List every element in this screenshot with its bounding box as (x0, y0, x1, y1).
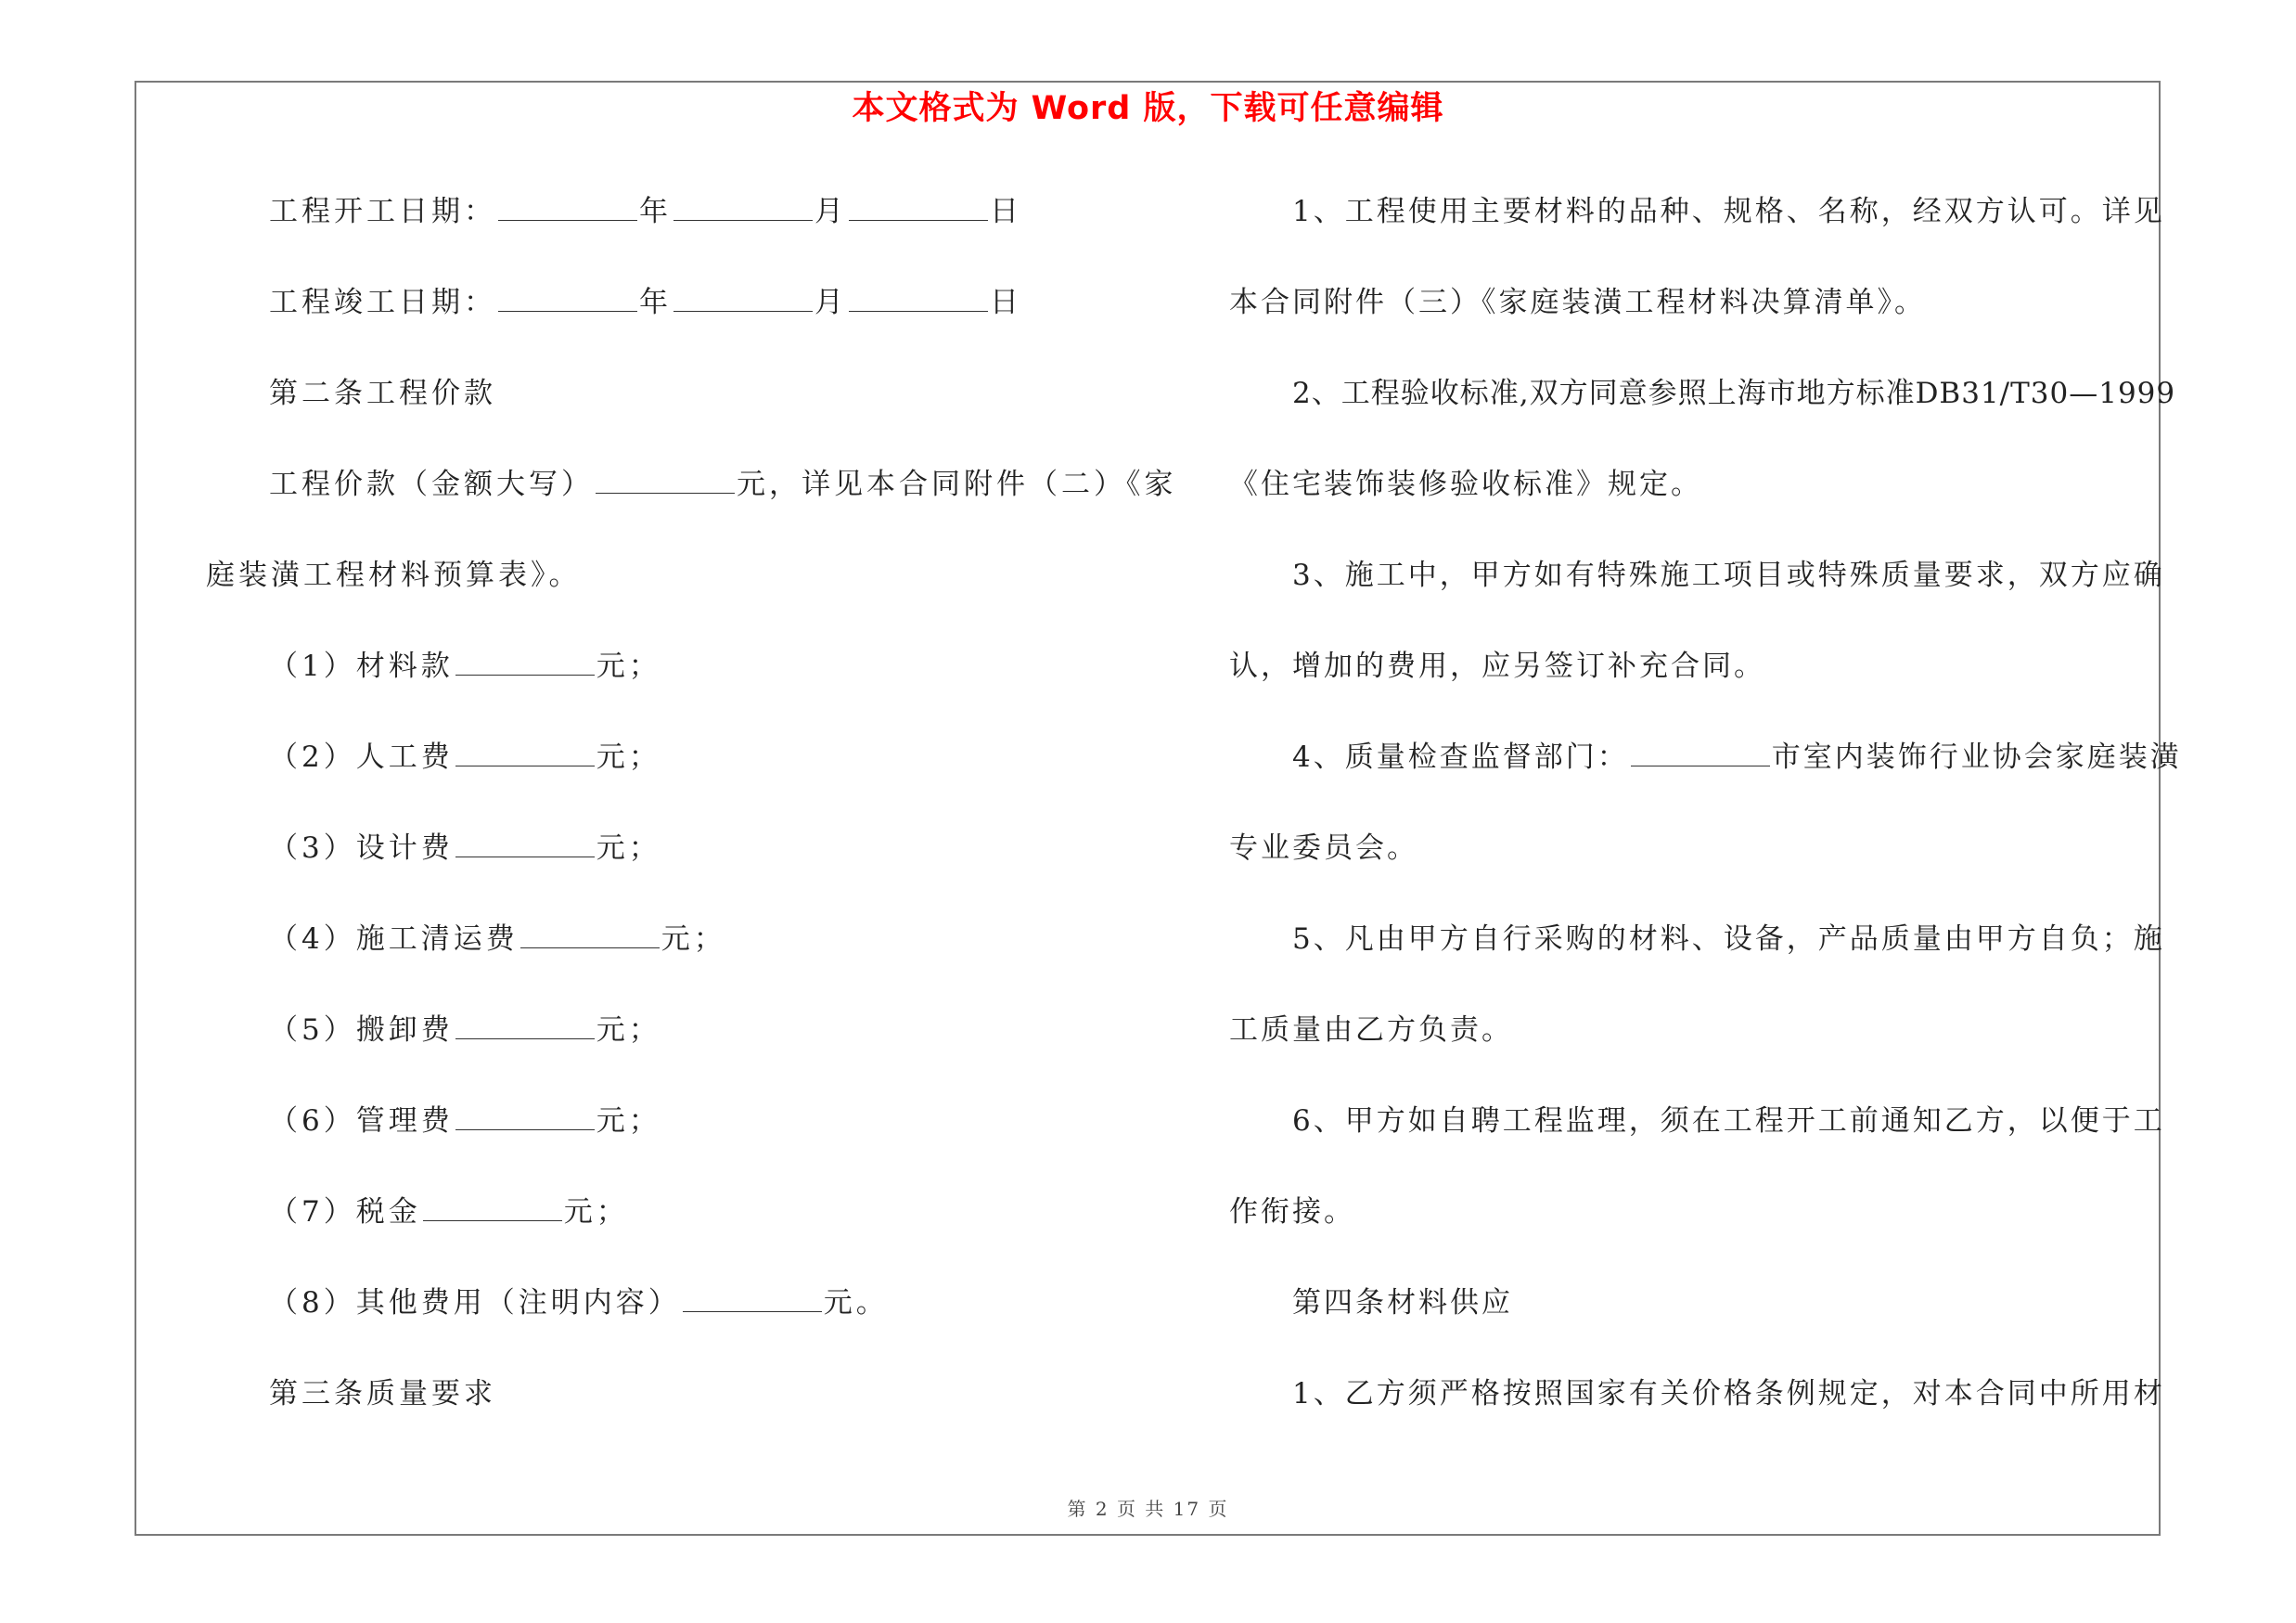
blank-field[interactable] (1631, 738, 1770, 766)
fee-item (269, 828, 661, 869)
year-label: 年 (639, 286, 672, 319)
blank-field[interactable] (520, 920, 660, 948)
fee-item-suffix: 元； (596, 1104, 661, 1138)
blank-field[interactable] (673, 283, 813, 312)
right-paragraph-line: 专业委员会。 (1229, 831, 1418, 865)
fee-item-label: （6）管理费 (269, 1104, 454, 1138)
fee-item-suffix: 元； (596, 831, 661, 865)
right-paragraph-line: 1、工程使用主要材料的品种、规格、名称，经双方认可。详见 (1292, 195, 2165, 228)
blank-field[interactable] (596, 465, 735, 494)
end-date-line (269, 282, 1022, 323)
page-number: 第 2 页 共 17 页 (1067, 1498, 1229, 1520)
blank-field[interactable] (849, 283, 988, 312)
month-label: 月 (815, 195, 847, 228)
start-date-line (269, 191, 1022, 232)
fee-item-suffix: 元； (661, 922, 726, 956)
price-line-2: 庭装潢工程材料预算表》。 (206, 559, 582, 592)
fee-item-label: （7）税金 (269, 1195, 421, 1229)
end-date-label: 工程竣工日期： (269, 286, 496, 319)
blank-field[interactable] (498, 283, 637, 312)
fee-item-suffix: 元； (563, 1195, 629, 1229)
inspection-dept-line (1292, 737, 2182, 778)
header-banner-text: 本文格式为 Word 版，下载可任意编辑 (852, 90, 1444, 127)
right-paragraph-line: 工质量由乙方负责。 (1229, 1013, 1513, 1047)
fee-item-suffix: 元； (596, 650, 661, 683)
price-line-1 (269, 464, 1177, 505)
month-label: 月 (815, 286, 847, 319)
fee-item (269, 1191, 629, 1232)
fee-item-label: （8）其他费用（注明内容） (269, 1286, 681, 1320)
right-paragraph-line: 本合同附件（三）《家庭装潢工程材料决算清单》。 (1229, 286, 1926, 319)
right-paragraph-line: 6、甲方如自聘工程监理，须在工程开工前通知乙方，以便于工 (1292, 1104, 2165, 1138)
blank-field[interactable] (683, 1283, 822, 1312)
blank-field[interactable] (498, 192, 637, 221)
blank-field[interactable] (849, 192, 988, 221)
inspection-dept-label: 4、质量检查监督部门： (1292, 741, 1629, 774)
right-paragraph-line: 3、施工中，甲方如有特殊施工项目或特殊质量要求，双方应确 (1292, 559, 2165, 592)
right-paragraph-line: 作衔接。 (1229, 1195, 1355, 1229)
start-date-label: 工程开工日期： (269, 195, 496, 228)
fee-item-suffix: 元； (596, 741, 661, 774)
inspection-dept-suffix: 市室内装饰行业协会家庭装潢 (1771, 741, 2182, 774)
right-paragraph-line: 5、凡由甲方自行采购的材料、设备，产品质量由甲方自负；施 (1292, 922, 2165, 956)
fee-item-label: （1）材料款 (269, 650, 454, 683)
blank-field[interactable] (455, 1101, 595, 1130)
fee-item (269, 1282, 889, 1323)
right-paragraph-line: 《住宅装饰装修验收标准》规定。 (1229, 468, 1702, 501)
fee-item (269, 737, 661, 778)
right-paragraph-line: 1、乙方须严格按照国家有关价格条例规定，对本合同中所用材 (1292, 1377, 2165, 1410)
fee-item-label: （4）施工清运费 (269, 922, 519, 956)
fee-item-label: （2）人工费 (269, 741, 454, 774)
day-label: 日 (990, 195, 1022, 228)
blank-field[interactable] (423, 1192, 562, 1221)
fee-item-suffix: 元。 (823, 1286, 889, 1320)
fee-item-label: （5）搬卸费 (269, 1013, 454, 1047)
blank-field[interactable] (455, 647, 595, 676)
blank-field[interactable] (455, 738, 595, 766)
article4-title: 第四条材料供应 (1292, 1286, 1513, 1320)
right-paragraph-line: 2、工程验收标准,双方同意参照上海市地方标准DB31/T30—1999 (1292, 377, 2176, 410)
price-label: 工程价款（金额大写） (269, 468, 594, 501)
fee-item (269, 1010, 661, 1050)
blank-field[interactable] (455, 829, 595, 857)
year-label: 年 (639, 195, 672, 228)
fee-item (269, 646, 661, 687)
day-label: 日 (990, 286, 1022, 319)
right-paragraph-line: 认，增加的费用，应另签订补充合同。 (1229, 650, 1765, 683)
price-suffix: 元，详见本合同附件（二）《家 (737, 468, 1177, 501)
blank-field[interactable] (673, 192, 813, 221)
blank-field[interactable] (455, 1011, 595, 1039)
fee-item (269, 1101, 661, 1141)
article2-title: 第二条工程价款 (269, 377, 496, 410)
fee-item-label: （3）设计费 (269, 831, 454, 865)
fee-item-suffix: 元； (596, 1013, 661, 1047)
fee-item (269, 919, 726, 960)
article3-title: 第三条质量要求 (269, 1377, 496, 1410)
